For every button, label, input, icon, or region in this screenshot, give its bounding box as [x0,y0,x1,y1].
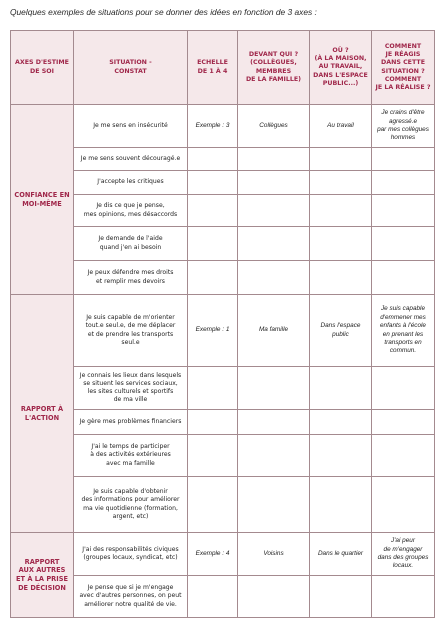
table-row [11,435,435,477]
devant-cell [238,171,310,195]
ou-cell [310,261,372,295]
comment-cell [372,148,435,171]
situation-cell: J'ai des responsabilités civiques (groupes locaux, syndicat, etc) [74,533,188,576]
situation-cell: J'ai le temps de participer à des activités extérieures avec ma famille [74,435,188,477]
table-row [11,171,435,195]
header-devant-qui: DEVANT QUI ? (COLLÈGUES, MEMBRES DE LA FAMILLE) [238,31,310,105]
echelle-cell: Exemple : 1 [188,295,238,367]
ou-cell: Dans l'espace public [310,295,372,367]
devant-cell [238,435,310,477]
comment-cell [372,195,435,227]
echelle-cell [188,576,238,618]
comment-cell [372,261,435,295]
situation-cell: Je connais les lieux dans lesquels se situent les services sociaux, les sites culturels et sportifs de ma ville [74,367,188,410]
axis-confiance: CONFIANCE EN MOI-MÊME [11,105,74,295]
situation-cell: Je pense que si je m'engage avec d'autres personnes, on peut améliorer notre qualité de vie. [74,576,188,618]
ou-cell [310,227,372,261]
ou-cell [310,148,372,171]
header-ou: OÙ ? (À LA MAISON, AU TRAVAIL, DANS L'ESPACE PUBLIC...) [310,31,372,105]
table-row [11,195,435,227]
situation-cell: Je gère mes problèmes financiers [74,410,188,435]
devant-cell: Ma famille [238,295,310,367]
table-row [11,576,435,618]
devant-cell [238,148,310,171]
ou-cell [310,410,372,435]
echelle-cell [188,261,238,295]
table-row [11,227,435,261]
axis-rapport-action: RAPPORT À L'ACTION [11,295,74,533]
devant-cell [238,367,310,410]
situation-cell: Je peux défendre mes droits et remplir mes devoirs [74,261,188,295]
comment-cell [372,171,435,195]
echelle-cell [188,410,238,435]
situation-cell: Je me sens en insécurité [74,105,188,148]
echelle-cell [188,367,238,410]
comment-cell: J'ai peur de m'engager dans des groupes locaux. [372,533,435,576]
devant-cell [238,261,310,295]
devant-cell: Voisins [238,533,310,576]
devant-cell [238,477,310,533]
devant-cell [238,410,310,435]
comment-cell [372,576,435,618]
table-row [11,367,435,410]
axis-rapport-autres: RAPPORT AUX AUTRES ET À LA PRISE DE DÉCISION [11,533,74,618]
echelle-cell: Exemple : 4 [188,533,238,576]
situation-cell: Je me sens souvent découragé.e [74,148,188,171]
ou-cell [310,435,372,477]
table-row [11,105,435,148]
table-row [11,295,435,367]
ou-cell [310,195,372,227]
comment-cell [372,410,435,435]
ou-cell [310,367,372,410]
situation-cell: Je dis ce que je pense, mes opinions, mes désaccords [74,195,188,227]
echelle-cell [188,195,238,227]
echelle-cell [188,435,238,477]
devant-cell: Collègues [238,105,310,148]
table-row [11,477,435,533]
ou-cell [310,477,372,533]
ou-cell [310,171,372,195]
header-comment: COMMENT JE RÉAGIS DANS CETTE SITUATION ? COMMENT JE LA RÉALISE ? [372,31,435,105]
devant-cell [238,576,310,618]
echelle-cell [188,171,238,195]
echelle-cell [188,227,238,261]
situation-cell: J'accepte les critiques [74,171,188,195]
comment-cell [372,227,435,261]
comment-cell [372,435,435,477]
ou-cell: Au travail [310,105,372,148]
situation-cell: Je demande de l'aide quand j'en ai besoin [74,227,188,261]
comment-cell [372,477,435,533]
situation-cell: Je suis capable d'obtenir des informations pour améliorer ma vie quotidienne (formation, argent, etc) [74,477,188,533]
devant-cell [238,195,310,227]
echelle-cell: Exemple : 3 [188,105,238,148]
intro-text: Quelques exemples de situations pour se donner des idées en fonction de 3 axes : [10,7,317,17]
table-row [11,533,435,576]
comment-cell: Je suis capable d'emmener mes enfants à l'école en prenant les transports en commun. [372,295,435,367]
table-row [11,148,435,171]
ou-cell [310,576,372,618]
table-row [11,410,435,435]
header-row [11,31,435,105]
header-situation: SITUATION - CONSTAT [74,31,188,105]
situation-cell: Je suis capable de m'orienter tout.e seul.e, de me déplacer et de prendre les transports seul.e [74,295,188,367]
comment-cell: Je crains d'être agressé.e par mes collègues hommes [372,105,435,148]
header-axes: AXES D'ESTIME DE SOI [11,31,74,105]
devant-cell [238,227,310,261]
echelle-cell [188,477,238,533]
ou-cell: Dans le quartier [310,533,372,576]
header-echelle: ECHELLE DE 1 À 4 [188,31,238,105]
echelle-cell [188,148,238,171]
table-row [11,261,435,295]
self-esteem-table [10,30,435,618]
comment-cell [372,367,435,410]
